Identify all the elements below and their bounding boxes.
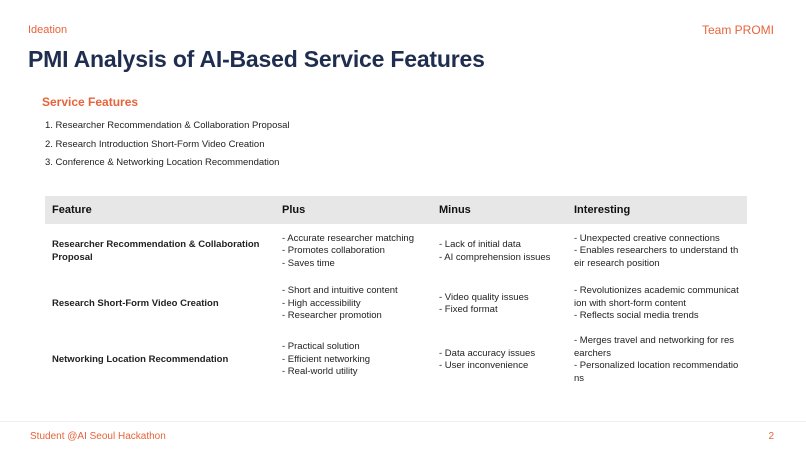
- interesting-item: - Revolutionizes academic communication with short-form content: [574, 285, 739, 309]
- table-row: [45, 224, 747, 279]
- plus-item: - High accessibility: [282, 297, 361, 309]
- header-plus: Plus: [275, 196, 432, 224]
- feature-cell: Researcher Recommendation & Collaboration Proposal: [52, 239, 260, 263]
- service-features-list: [45, 117, 290, 173]
- plus-item: - Short and intuitive content: [282, 285, 398, 297]
- plus-item: - Saves time: [282, 257, 335, 269]
- minus-item: - User inconvenience: [439, 360, 529, 371]
- feature-cell: Networking Location Recommendation: [52, 353, 229, 365]
- plus-item: - Real-world utility: [282, 366, 358, 378]
- list-item: 1. Researcher Recommendation & Collaboration Proposal: [45, 120, 290, 131]
- minus-item: - Video quality issues: [439, 291, 529, 303]
- minus-cell: [432, 279, 567, 329]
- header-interesting: Interesting: [567, 196, 747, 224]
- plus-cell: [275, 329, 432, 391]
- table-row: [45, 329, 747, 391]
- section-label: Ideation: [28, 24, 68, 36]
- table-row: [45, 279, 747, 329]
- plus-cell: [275, 279, 432, 329]
- plus-item: - Efficient networking: [282, 353, 371, 365]
- minus-item: - Data accuracy issues: [439, 347, 536, 359]
- plus-item: - Researcher promotion: [282, 310, 382, 322]
- pmi-table: [45, 196, 747, 391]
- interesting-item: - Personalized location recommendations: [574, 360, 739, 384]
- minus-item: - Lack of initial data: [439, 239, 521, 250]
- table-header-row: [45, 196, 747, 224]
- interesting-item: - Unexpected creative connections: [574, 232, 720, 244]
- page-title: PMI Analysis of AI-Based Service Features: [28, 46, 485, 72]
- page-number: 2: [768, 431, 774, 442]
- minus-item: - AI comprehension issues: [439, 251, 551, 263]
- interesting-item: - Reflects social media trends: [574, 310, 699, 322]
- service-features-heading: Service Features: [42, 95, 139, 109]
- minus-item: - Fixed format: [439, 304, 498, 315]
- plus-item: - Accurate researcher matching: [282, 232, 415, 244]
- header-minus: Minus: [432, 196, 567, 224]
- minus-cell: [432, 329, 567, 391]
- plus-cell: [275, 224, 432, 279]
- list-item: 2. Research Introduction Short-Form Video Creation: [45, 138, 265, 150]
- header-feature: Feature: [45, 196, 275, 224]
- team-label: Team PROMI: [701, 23, 774, 37]
- interesting-cell: [567, 279, 747, 329]
- interesting-item: - Merges travel and networking for researchers: [574, 335, 734, 359]
- interesting-item: - Enables researchers to understand their research position: [574, 245, 739, 269]
- minus-cell: [432, 224, 567, 279]
- plus-item: - Promotes collaboration: [282, 245, 385, 257]
- plus-item: - Practical solution: [282, 341, 360, 353]
- interesting-cell: [567, 224, 747, 279]
- feature-cell: Research Short-Form Video Creation: [52, 297, 219, 309]
- list-item: 3. Conference & Networking Location Recommendation: [45, 157, 280, 168]
- footer-divider: [0, 421, 806, 422]
- interesting-cell: [567, 329, 747, 391]
- footer-event: Student @AI Seoul Hackathon: [30, 431, 166, 442]
